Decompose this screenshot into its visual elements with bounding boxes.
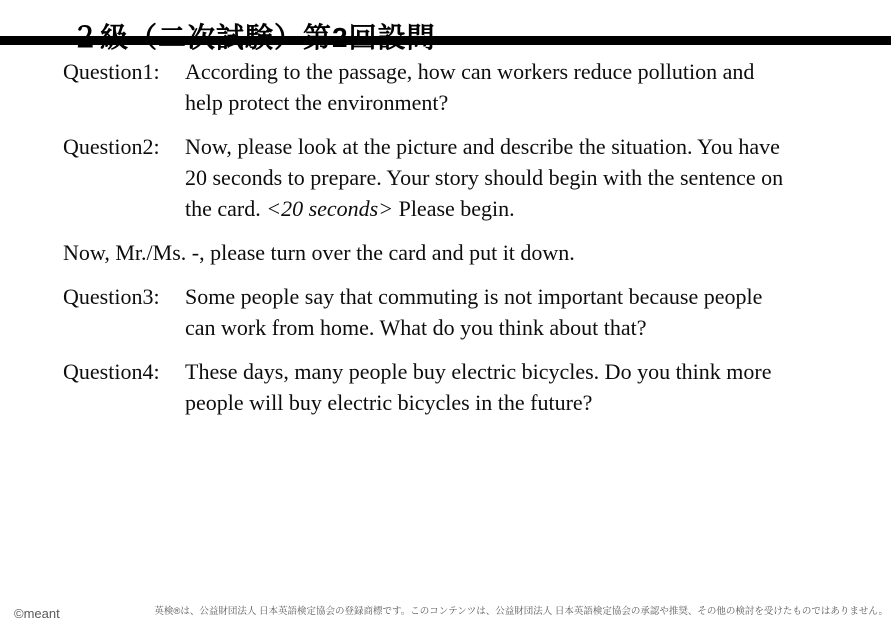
question-1-label: Question1: xyxy=(63,59,160,84)
question-1-line-1: According to the passage, how can workers reduce pollution and xyxy=(185,59,755,84)
question-3-text xyxy=(185,281,762,343)
copyright-credit: ©meant xyxy=(14,606,60,621)
question-4-text xyxy=(185,356,772,418)
question-4-line-1: These days, many people buy electric bicycles. Do you think more xyxy=(185,359,772,384)
question-1-text xyxy=(185,56,754,118)
interlude-text: Now, Mr./Ms. -, please turn over the card and put it down. xyxy=(63,240,575,265)
question-4-row xyxy=(63,356,868,418)
question-2-line-3-post: Please begin. xyxy=(393,196,515,221)
question-list xyxy=(63,56,868,431)
question-2-line-2: 20 seconds to prepare. Your story should begin with the sentence on xyxy=(185,165,784,190)
trademark-disclaimer: 英検®は、公益財団法人 日本英語検定協会の登録商標です。このコンテンツは、公益財団法人 日本英語検定協会の承認や推奨、その他の検討を受けたものではありません。 xyxy=(154,606,888,617)
question-2-line-1: Now, please look at the picture and describe the situation. You have xyxy=(185,134,780,159)
question-2-line-3-italic: <20 seconds> xyxy=(266,196,394,221)
question-3-label: Question3: xyxy=(63,284,160,309)
title-divider xyxy=(0,36,891,45)
question-3-line-1: Some people say that commuting is not important because people xyxy=(185,284,763,309)
question-1-line-2: help protect the environment? xyxy=(185,90,449,115)
question-2-line-3 xyxy=(185,193,783,224)
question-2-label: Question2: xyxy=(63,134,160,159)
question-2-text xyxy=(185,131,783,224)
question-3-line-2: can work from home. What do you think about that? xyxy=(185,315,647,340)
question-4-line-2: people will buy electric bicycles in the future? xyxy=(185,390,593,415)
question-2-line-3-pre: the card. xyxy=(185,196,267,221)
question-1-row xyxy=(63,56,868,118)
question-2-row xyxy=(63,131,868,224)
question-3-row xyxy=(63,281,868,343)
question-4-label: Question4: xyxy=(63,359,160,384)
